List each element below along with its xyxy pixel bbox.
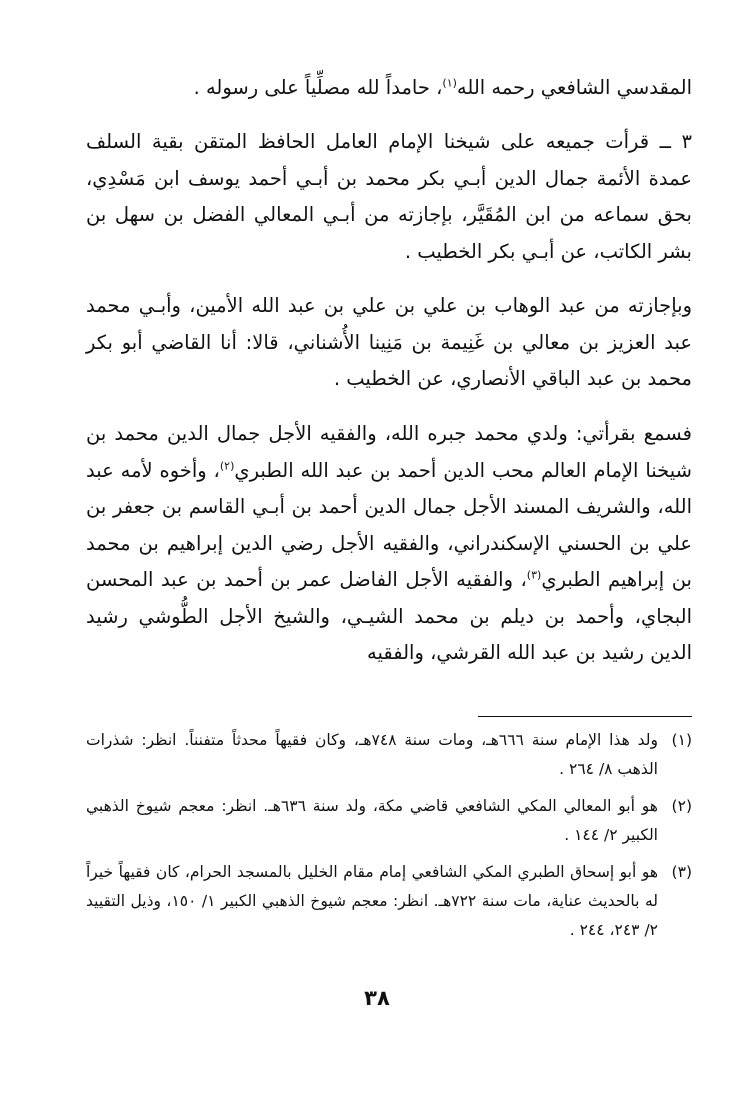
footnote	[86, 858, 692, 945]
footnote-text: ولد هذا الإمام سنة ٦٦٦هـ، ومات سنة ٧٤٨هـ، وكان فقيهاً محدثاً متفنناً. انظر: شذرات الذهب ٨/ ٢٦٤ .	[86, 731, 658, 778]
paragraph-1	[86, 70, 692, 107]
paragraph-4	[86, 416, 692, 672]
text-segment: وبإجازته من عبد الوهاب بن علي بن علي بن عبد الله الأمين، وأبـي محمد عبد العزيز بن معالي بن غَنِيمة بن مَنِينا الأُشناني، قالا: أنا القاضي أبو بكر محمد بن عبد الباقي الأنصاري، عن الخطيب .	[86, 294, 692, 390]
paragraph-text	[86, 124, 692, 270]
footnote-number: (٣)	[671, 863, 692, 881]
text-segment: ٣ ــ قرأت جميعه على شيخنا الإمام العامل الحافظ المتقن بقية السلف عمدة الأئمة جمال الدين أبـي بكر محمد بن أبـي أحمد يوسف ابن مَسْدِي، بحق سماعه من ابن المُقَيَّر، بإجازته من أبـي المعالي الفضل بن سهل بن بشر الكاتب، عن أبـي بكر الخطيب .	[86, 130, 692, 263]
footnote-divider	[478, 716, 692, 717]
footnote-number: (١)	[671, 731, 692, 749]
paragraph-3	[86, 288, 692, 398]
footnote-marker: (٣)	[526, 568, 542, 582]
text-segment: ، حامداً لله مصلِّياً على رسوله .	[193, 76, 443, 99]
footnote	[86, 792, 692, 850]
text-segment: ، وأخوه لأمه عبد الله، والشريف المسند الأجل جمال الدين أحمد بن أبـي القاسم بن جعفر بن علي بن الحسني الإسكندراني، والفقيه الأجل رضي الدين إبراهيم بن محمد بن إبراهيم الطبري	[86, 458, 692, 591]
footnote-marker: (١)	[442, 76, 457, 90]
footnote-marker: (٢)	[219, 459, 235, 472]
paragraph-2	[86, 124, 692, 270]
text-segment: المقدسي الشافعي رحمه الله	[456, 76, 692, 99]
text-segment: ، والفقيه الأجل الفاضل عمر بن أحمد بن عبد المحسن البجاي، وأحمد بن ديلم بن محمد الشيـي، والشيخ الأجل الطُّوشي رشيد الدين رشيد بن عبد الله القرشي، والفقيه	[86, 568, 692, 664]
footnote-text: هو أبو إسحاق الطبري المكي الشافعي إمام مقام الخليل بالمسجد الحرام، كان فقيهاً خيراً له بالحديث عناية، مات سنة ٧٢٢هـ. انظر: معجم شيوخ الذهبي الكبير ١/ ١٥٠، وذيل التقييد ٢/ ٢٤٣، ٢٤٤ .	[86, 863, 658, 939]
footnote	[86, 726, 692, 784]
footnote-number: (٢)	[671, 797, 692, 815]
footnotes	[86, 726, 692, 953]
footnote-text: هو أبو المعالي المكي الشافعي قاضي مكة، ولد سنة ٦٣٦هـ. انظر: معجم شيوخ الذهبي الكبير ٢/ ١٤٤ .	[86, 797, 658, 844]
paragraph-text	[86, 70, 692, 107]
paragraph-text	[86, 288, 692, 398]
text-segment: فسمع بقرأتي: ولدي محمد جبره الله، والفقيه الأجل جمال الدين محمد بن شيخنا الإمام العالم محب الدين أحمد بن عبد الله الطبري	[86, 422, 692, 482]
paragraph-text	[86, 416, 692, 672]
page-number: ٣٨	[364, 986, 390, 1010]
